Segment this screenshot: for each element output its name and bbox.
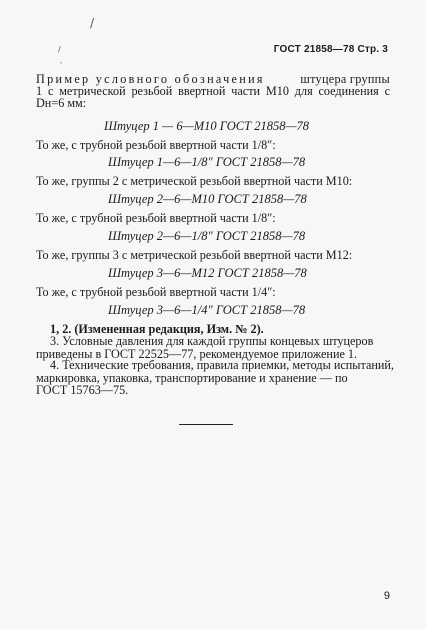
example-note-3: То же, группы 2 с метрической резьбой ввертной части М10: [36, 174, 353, 188]
example-formula-6: Штуцер 3—6—1/4″ ГОСТ 21858—78 [108, 303, 306, 317]
paragraph-3 [36, 335, 389, 360]
edit-note: 1, 2. (Измененная редакция, Изм. № 2). [50, 322, 264, 336]
example-formula-5: Штуцер 3—6—М12 ГОСТ 21858—78 [108, 266, 307, 280]
separator-rule [179, 424, 233, 425]
intro-line1-left: Пример условного обозначения [36, 72, 265, 86]
intro-line2: 1 с метрической резьбой ввертной части М10 для соединения с [36, 84, 390, 98]
example-formula-4: Штуцер 2—6—1/8″ ГОСТ 21858—78 [108, 229, 306, 243]
page-number: 9 [383, 590, 390, 602]
example-note-5: То же, группы 3 с метрической резьбой ввертной части М12: [36, 248, 353, 262]
example-formula-3: Штуцер 2—6—М10 ГОСТ 21858—78 [108, 192, 307, 206]
intro-line1-right: штуцера группы [300, 72, 390, 86]
pencil-small-mark: / [58, 45, 61, 54]
intro-line3: Dн=6 мм: [36, 96, 87, 110]
example-formula-2: Штуцер 1—6—1/8″ ГОСТ 21858—78 [108, 155, 306, 169]
example-note-6: То же, с трубной резьбой ввертной части 1/4″: [36, 285, 276, 299]
paragraph-4 [36, 358, 394, 397]
pencil-tiny-mark: ’ [60, 61, 63, 69]
paragraph-4-line2: маркировка, упаковка, транспортирование и хранение — по [36, 370, 348, 385]
paragraph-4-line1: 4. Технические требования, правила приемки, методы испытаний, [50, 358, 394, 372]
example-formula-1: Штуцер 1 — 6—М10 ГОСТ 21858—78 [104, 119, 310, 133]
paragraph-3-line1: 3. Условные давления для каждой группы концевых штуцеров [50, 334, 374, 348]
example-note-2: То же, с трубной резьбой ввертной части 1/8″: [36, 138, 276, 152]
paragraph-3-line2: приведены в ГОСТ 22525—77, рекомендуемое приложение 1. [36, 346, 358, 361]
paragraph-4-line3: ГОСТ 15763—75. [36, 383, 129, 397]
pencil-tick-mark: / [90, 16, 95, 30]
example-note-4: То же, с трубной резьбой ввертной части 1/8″: [36, 211, 276, 225]
page-header: ГОСТ 21858—78 Стр. 3 [273, 44, 388, 55]
